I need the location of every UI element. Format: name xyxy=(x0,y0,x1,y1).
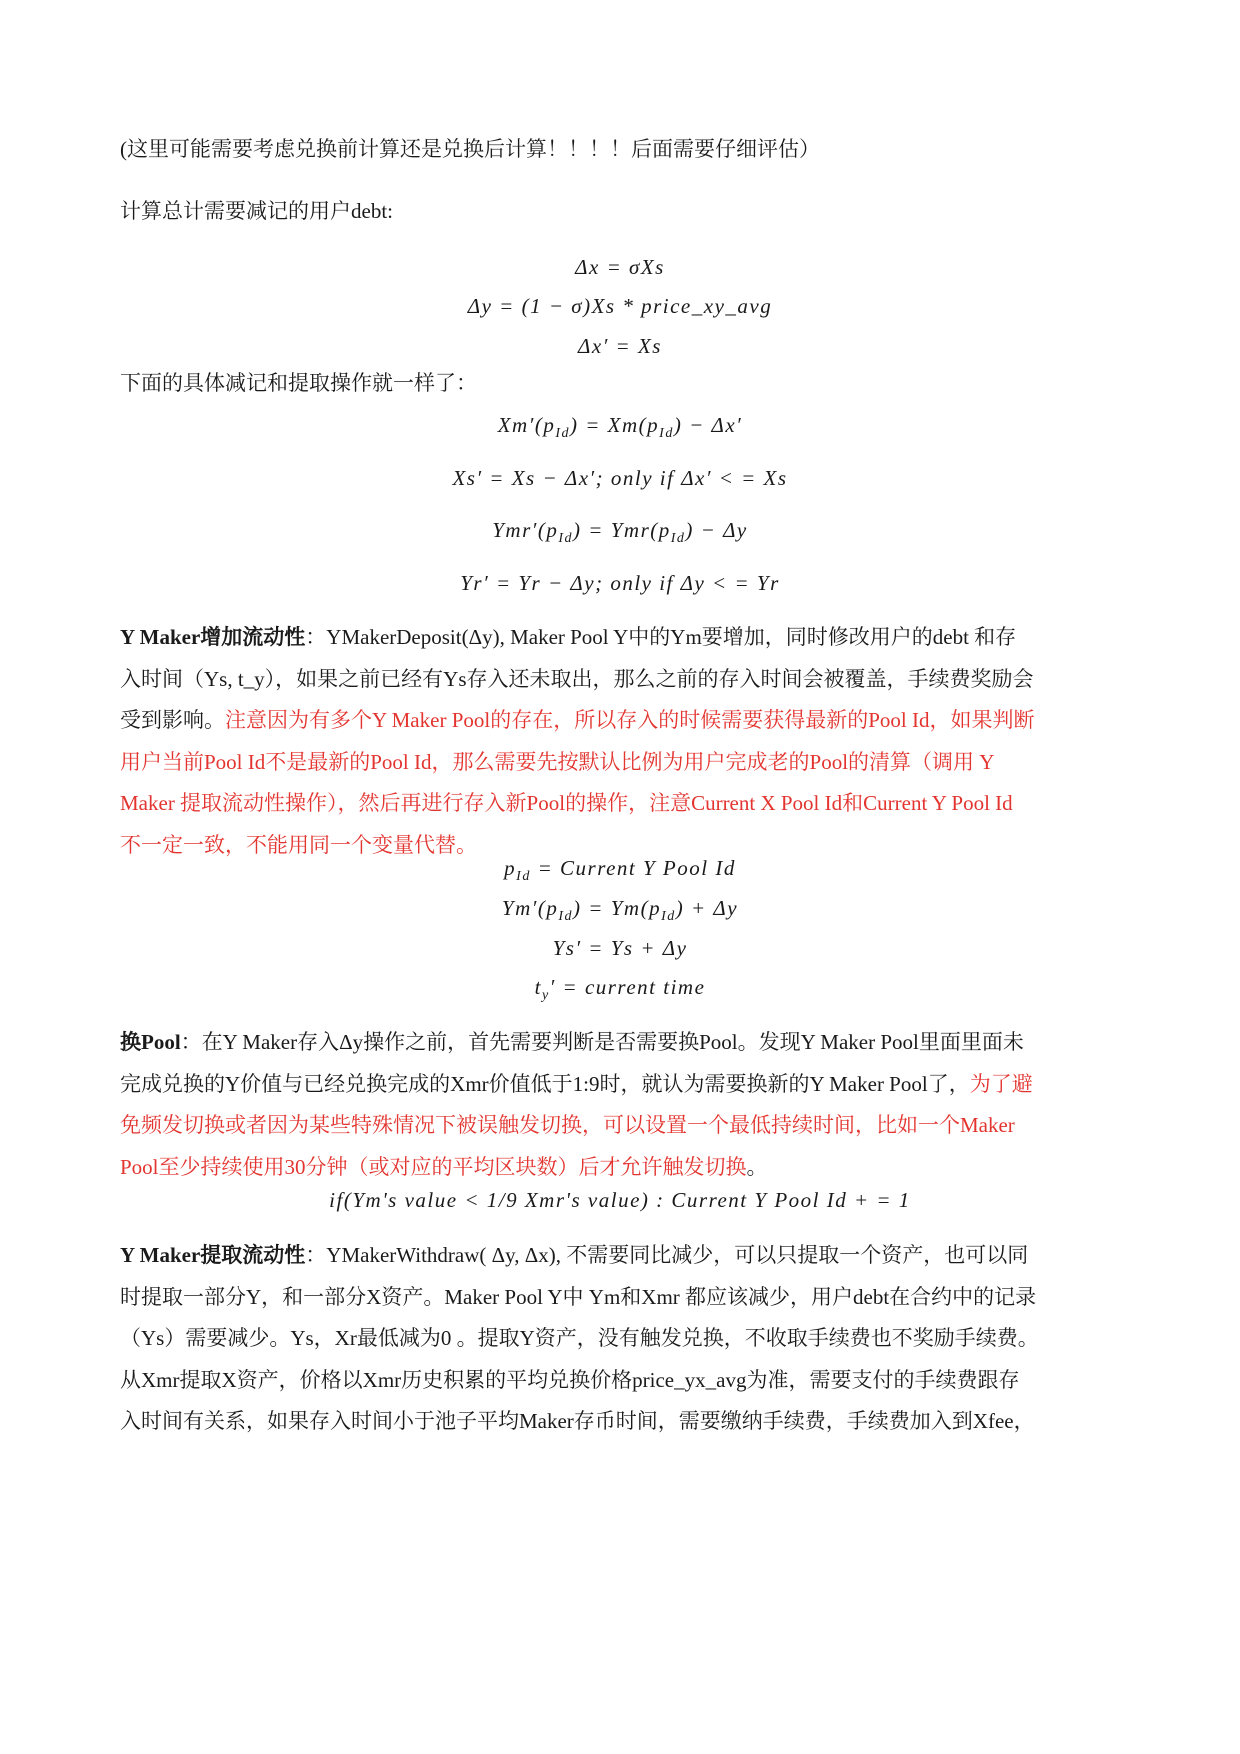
switch-pool-paragraph: 换Pool：在Y Maker存入Δy操作之前，首先需要判断是否需要换Pool。发现Y Maker Pool里面里面未 完成兑换的Y价值与已经兑换完成的Xmr价值低于1:9时，就认为需要换新的Y Maker Pool了，为了避 免频发切换或者因为某些特殊情况下被误触发切换，可以设置一个最低持续时间，比如一个Maker Pool至少持续使用30分钟（或对应的平均区块数）后才允许触发切换。 xyxy=(120,1030,1033,1179)
debt-intro: 计算总计需要减记的用户debt: xyxy=(120,199,393,223)
withdraw-paragraph: Y Maker提取流动性：YMakerWithdraw( Δy, Δx), 不需要同比减少，可以只提取一个资产，也可以同 时提取一部分Y，和一部分X资产。Maker Pool Y中 Ym和Xmr 都应该减少，用户debt在合约中的记录 （Ys）需要减少。Ys，Xr最低减为0 。提取Y资产，没有触发兑换，不收取手续费也不奖励手续费。 从Xmr提取X资产，价格以Xmr历史积累的平均兑换价格price_yx_avg为准，需要支付的手续费跟存 入时间有关系，如果存入时间小于池子平均Maker存币时间，需要缴纳手续费，手续费加入到Xfee， xyxy=(120,1243,1039,1433)
equation: if(Ym's value < 1/9 Xmr's value) : Current Y Pool Id + = 1 xyxy=(329,1188,911,1212)
equation: Ys′ = Ys + Δy xyxy=(552,936,688,960)
equation: Δx′ = Xs xyxy=(578,334,662,358)
deposit-paragraph: Y Maker增加流动性：YMakerDeposit(Δy), Maker Pool Y中的Ym要增加，同时修改用户的debt 和存 入时间（Ys, t_y），如果之前已经有Ys存入还未取出，那么之前的存入时间会被覆盖，手续费奖励会 受到影响。注意因为有多个Y Maker Pool的存在，所以存入的时候需要获得最新的Pool Id，如果判断 用户当前Pool Id不是最新的Pool Id，那么需要先按默认比例为用户完成老的Pool的清算（调用 Y Maker 提取流动性操作），然后再进行存入新Pool的操作，注意Current X Pool Id和Current Y Pool Id 不一定一致，不能用同一个变量代替。 xyxy=(120,625,1035,857)
equation: $p_{Id}$ = Current Y Pool Id xyxy=(504,856,736,885)
withdraw-title: Y Maker提取流动性 xyxy=(120,1243,306,1267)
deposit-title: Y Maker增加流动性 xyxy=(120,625,306,649)
equation: $t_y'$ = current time xyxy=(534,975,706,1004)
equation: $Ym'(p_{Id}) = Ym(p_{Id}) + \Delta y$ xyxy=(501,896,739,925)
equation: Δy = (1 − σ)Xs * price_xy_avg xyxy=(467,294,773,318)
equation: Yr′ = Yr − Δy; only if Δy < = Yr xyxy=(460,571,780,595)
warning-text: 注意因为有多个Y Maker Pool的存在，所以存入的时候需要获得最新的Pool Id，如果判断 xyxy=(225,708,1035,732)
equation: Xs′ = Xs − Δx′; only if Δx′ < = Xs xyxy=(452,466,788,490)
ops-intro: 下面的具体减记和提取操作就一样了： xyxy=(120,371,477,395)
switch-title: 换Pool xyxy=(120,1030,181,1054)
evaluation-note: (这里可能需要考虑兑换前计算还是兑换后计算！！！！后面需要仔细评估） xyxy=(120,137,820,161)
equation: $Xm'(p_{Id}) = Xm(p_{Id}) - \Delta x'$ xyxy=(497,413,743,442)
equation: Δx = σXs xyxy=(575,255,665,279)
warning-text: 为了避 xyxy=(969,1071,1033,1096)
equation: $Ymr'(p_{Id}) = Ymr(p_{Id}) - \Delta y$ xyxy=(492,518,748,547)
